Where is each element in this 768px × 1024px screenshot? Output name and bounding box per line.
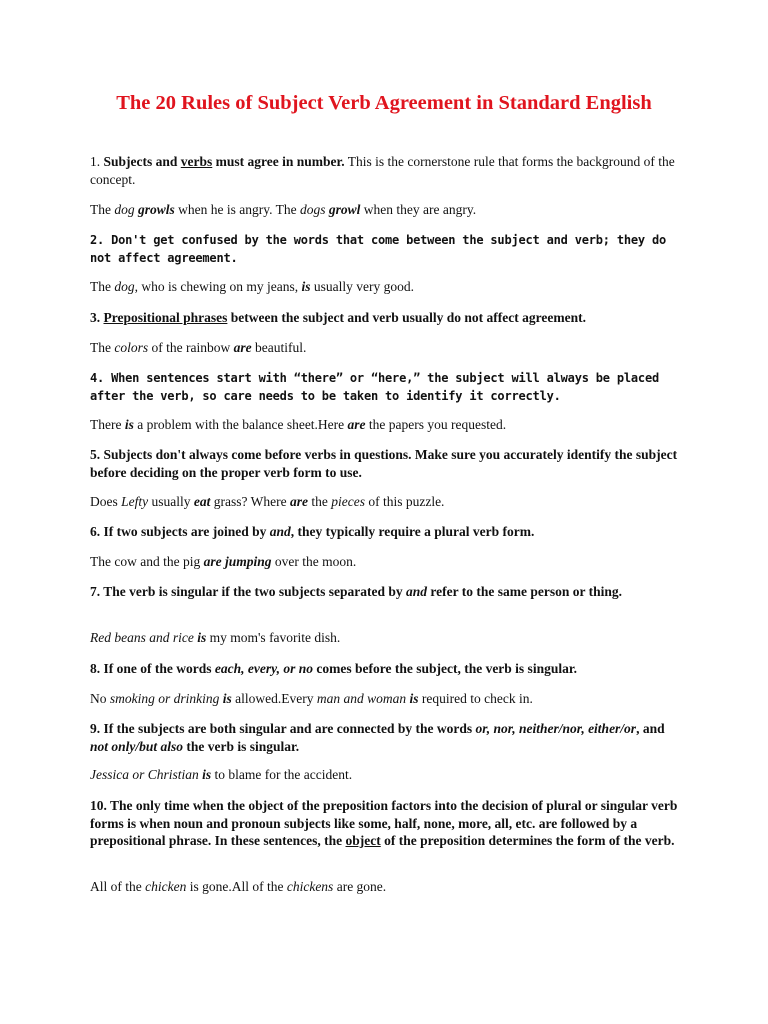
example-subject: Lefty (121, 494, 149, 509)
example-verb: are (289, 494, 308, 509)
example-verb: growl (328, 202, 361, 217)
example-text: over the moon. (271, 554, 357, 569)
example-text: The (90, 202, 115, 217)
example-subject: dog (114, 279, 135, 294)
rule-8-example (90, 690, 680, 708)
example-verb: are (233, 340, 252, 355)
rule-3-example (90, 339, 680, 357)
example-text: of this puzzle. (364, 494, 445, 509)
example-text: , who is chewing on my jeans, (134, 279, 302, 294)
rule-2-example (90, 278, 680, 296)
rule-7 (90, 583, 680, 601)
rule-7-body-end: refer to the same person or thing. (427, 584, 623, 599)
example-text: usually very good. (310, 279, 414, 294)
example-verb: is (301, 279, 311, 294)
rule-1-body: This is the cornerstone rule that forms the background of the concept. (90, 154, 675, 187)
rule-1-number: 1. (90, 154, 101, 169)
example-text: allowed.Every (231, 691, 317, 706)
rule-10-body-end: of the preposition determines the form of the verb. (380, 833, 675, 848)
rule-10-body: 10. The only time when the object of the preposition factors into the decision of plural or singular verb forms is when noun and pronoun subjects like some, half, none, more, all, etc. are followed by a prepositional phrase. In these sentences, the (90, 798, 678, 848)
example-verb: is (124, 417, 134, 432)
example-text: The (90, 279, 115, 294)
rule-9-not-only: not only/but also (90, 738, 184, 754)
example-text: to blame for the accident. (211, 767, 353, 782)
example-verb: is (198, 767, 212, 782)
example-subject: smoking or drinking (109, 691, 220, 706)
example-text: grass? Where (210, 494, 290, 509)
example-subject: Red beans and rice (90, 630, 194, 645)
page-title: The 20 Rules of Subject Verb Agreement in Standard English (116, 92, 652, 114)
example-verb: are (347, 417, 366, 432)
rule-6-example (90, 553, 680, 571)
example-text: The (90, 340, 115, 355)
example-subject: chicken (145, 879, 187, 894)
example-text: beautiful. (251, 340, 307, 355)
example-text: when they are angry. (360, 202, 477, 217)
rule-6 (90, 523, 680, 541)
rule-6-and: and (269, 524, 291, 539)
rule-6-body: 6. If two subjects are joined by (90, 524, 270, 539)
rule-3 (90, 309, 680, 327)
example-text: The cow and the pig (90, 554, 204, 569)
rule-8-body: 8. If one of the words (90, 661, 215, 676)
example-text: the papers you requested. (365, 417, 507, 432)
rule-3-prepositional-phrases: Prepositional phrases (103, 310, 228, 325)
example-text: required to check in. (418, 691, 533, 706)
example-text: Does (90, 494, 122, 509)
rule-5-example (90, 493, 680, 511)
example-subject: pieces (331, 494, 365, 509)
rule-3-body: between the subject and verb usually do not affect agreement. (227, 310, 586, 325)
example-verb: is (406, 691, 419, 706)
rule-9-body: 9. If the subjects are both singular and are connected by the words (90, 721, 476, 736)
example-subject: dogs (299, 202, 326, 217)
rule-7-body: 7. The verb is singular if the two subjects separated by (90, 584, 407, 599)
rule-9 (90, 720, 680, 755)
example-text: usually (148, 494, 194, 509)
rule-1 (90, 153, 680, 188)
example-subject: Jessica or Christian (90, 767, 199, 782)
rule-6-body-end: , they typically require a plural verb form. (290, 524, 535, 539)
example-text: of the rainbow (148, 340, 234, 355)
rule-9-words: or, nor, neither/nor, either/or (475, 721, 637, 736)
example-text: are gone. (333, 879, 387, 894)
example-subject: dog (114, 202, 135, 217)
example-text: All of the (90, 879, 146, 894)
rule-10 (90, 797, 680, 850)
rule-4: 4. When sentences start with “there” or “here,” the subject will always be placed after the verb, so care needs to be taken to identify it correctly. (90, 371, 659, 403)
example-text: when he is angry. The (174, 202, 300, 217)
example-text: a problem with the balance sheet.Here (133, 417, 348, 432)
example-verb: eat (193, 494, 211, 509)
example-verb: growls (138, 202, 175, 217)
rule-9-body-end: the verb is singular. (183, 738, 300, 754)
rule-2: 2. Don't get confused by the words that come between the subject and verb; they do not affect agreement. (90, 233, 667, 265)
rule-8-words: each, every, or no (214, 661, 313, 676)
example-verb: is (219, 691, 232, 706)
example-text: the (307, 494, 332, 509)
rule-4-example (90, 416, 680, 434)
example-text: There (90, 417, 125, 432)
rule-10-example (90, 878, 680, 896)
rule-3-number: 3. (90, 310, 104, 325)
rule-1-example (90, 201, 680, 219)
rule-7-and: and (406, 584, 428, 599)
example-text: is gone.All of the (186, 879, 287, 894)
rule-5: 5. Subjects don't always come before verbs in questions. Make sure you accurately identify the subject before deciding on the proper verb form to use. (90, 447, 678, 480)
example-text: my mom's favorite dish. (206, 630, 341, 645)
rule-1-lead-end: must agree in number. (212, 154, 345, 169)
rule-1-verbs: verbs (180, 154, 213, 169)
rule-9-example (90, 766, 680, 784)
rule-7-example (90, 629, 680, 647)
example-subject: man and woman (316, 691, 407, 706)
example-verb: are jumping (203, 554, 272, 569)
example-subject: chickens (286, 879, 334, 894)
example-subject: colors (114, 340, 149, 355)
rule-8-body-end: comes before the subject, the verb is singular. (312, 661, 577, 676)
rule-9-body-mid: , and (636, 721, 665, 736)
rule-8 (90, 660, 680, 678)
rule-1-lead: Subjects and (103, 154, 181, 169)
example-text: No (90, 691, 110, 706)
rule-10-object: object (345, 833, 381, 848)
example-verb: is (193, 630, 207, 645)
